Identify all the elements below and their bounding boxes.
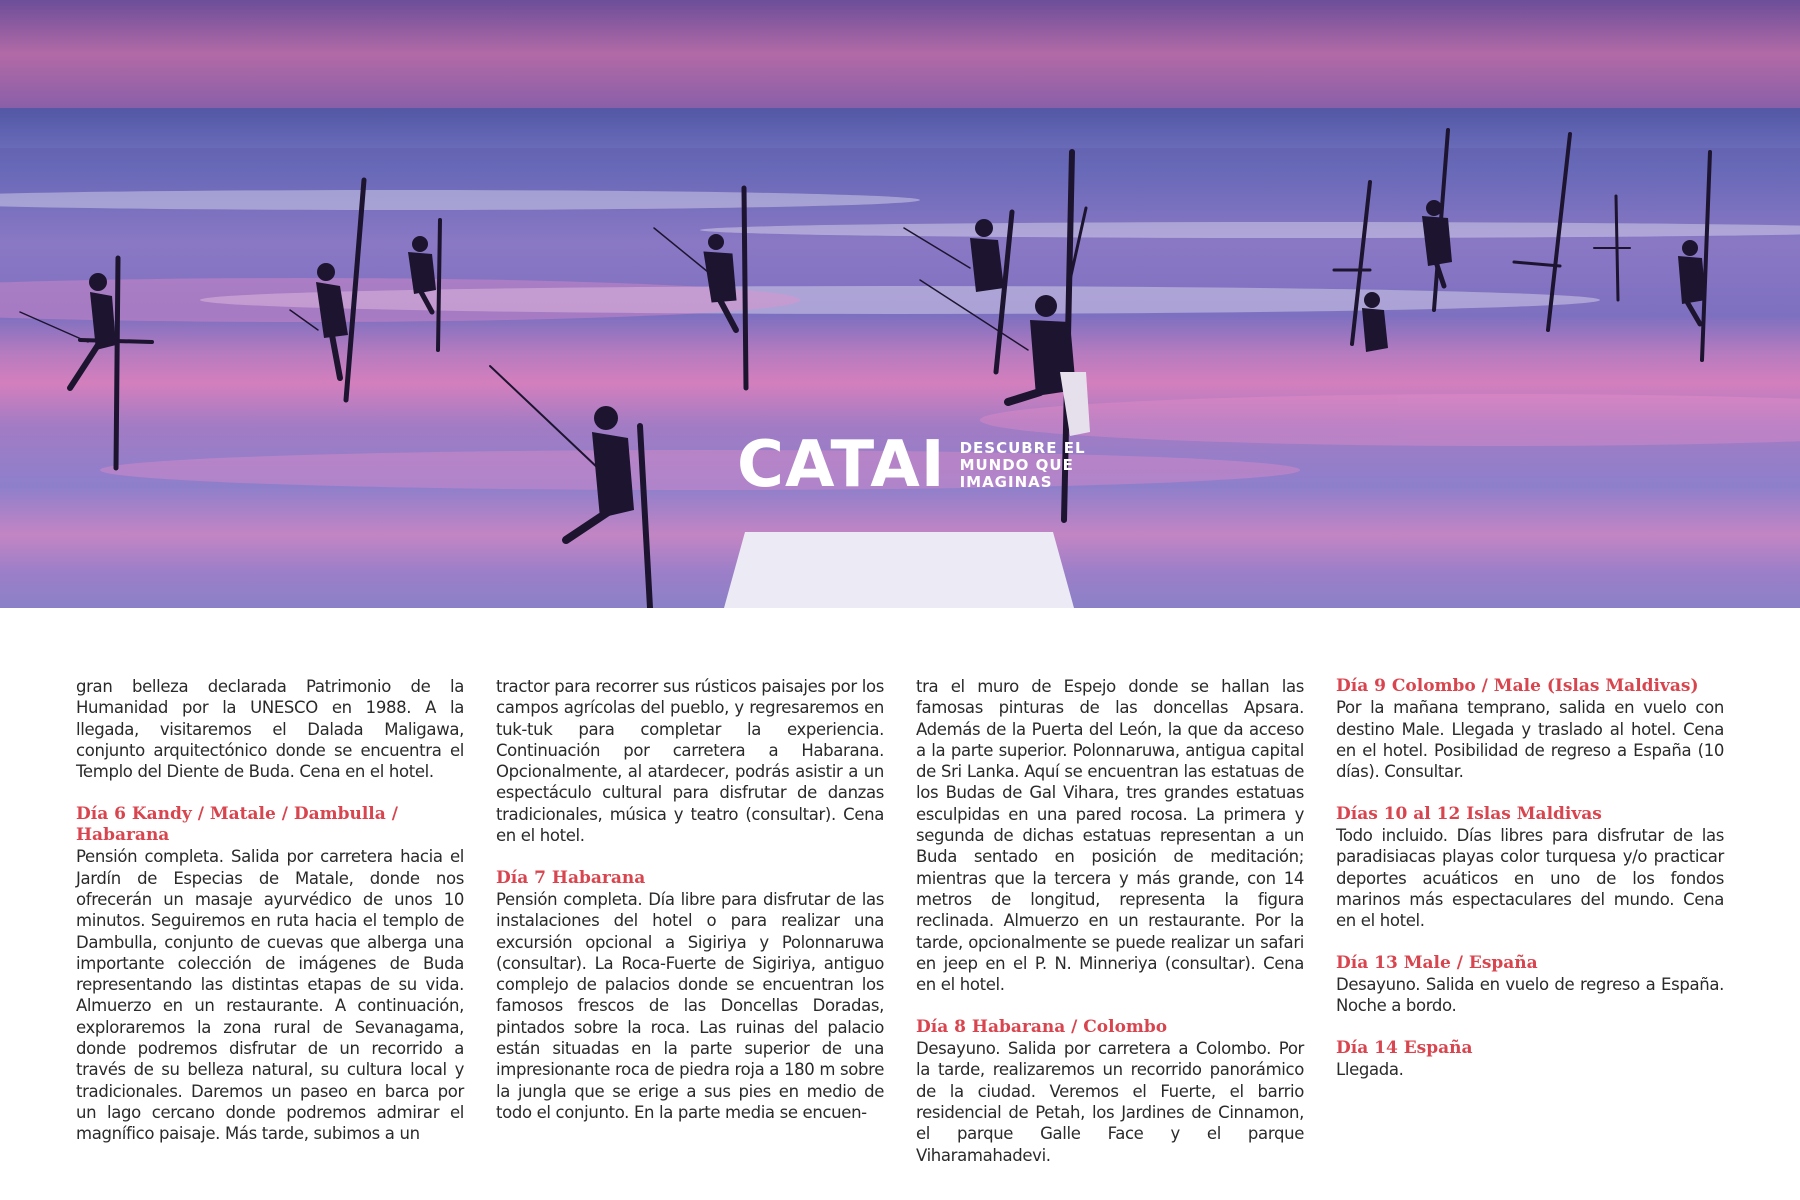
paragraph: Todo incluido. Días libres para disfrutar de las paradisiacas playas color turquesa y/o practicar deportes acuáticos en uno de los fondos marinos más espectaculares del mundo. Cena en el hotel. <box>1336 826 1724 931</box>
paragraph: Por la mañana temprano, salida en vuelo con destino Male. Llegada y traslado al hotel. Cena en el hotel. Posibilidad de regreso a España (10 días). Consultar. <box>1336 698 1724 782</box>
fisherman-silhouette <box>408 220 440 350</box>
logo-tagline-line: DESCUBRE EL <box>959 438 1086 457</box>
paragraph: tractor para recorrer sus rústicos paisajes por los campos agrícolas del pueblo, y regresaremos en tuk-tuk para completar la experiencia. Continuación por carretera a Habarana. Opcionalmente, al atardecer, podrás asistir a un espectáculo cultural para disfrutar de danzas tradicionales, música y teatro (consultar). Cena en el hotel. <box>496 677 884 846</box>
logo-tagline <box>960 440 1086 491</box>
day-heading: Día 6 Kandy / Matale / Dambulla / Habarana <box>76 803 398 846</box>
paragraph: gran belleza declarada Patrimonio de la Humanidad por la UNESCO en 1988. A la llegada, visitaremos el Dalada Maligawa, conjunto arquitectónico donde se encuentra el Templo del Diente de Buda. Cena en el hotel. <box>76 677 464 782</box>
text-column-4 <box>1336 676 1724 1081</box>
paragraph: Llegada. <box>1336 1060 1404 1080</box>
paragraph: Pensión completa. Día libre para disfrutar de las instalaciones del hotel o para realizar una excursión opcional a Sigiriya y Polonnaruwa (consultar). La Roca-Fuerte de Sigiriya, antiguo complejo de palacios donde se encuentran los famosos frescos de las Doncellas Doradas, pintados sobre la roca. Las ruinas del palacio están situadas en la parte superior de una impresionante roca de piedra roja a 180 m sobre la jungla que se erige a sus pies en medio de todo el conjunto. En la parte media se encuen- <box>496 889 884 1122</box>
logo-tagline-line: MUNDO QUE <box>959 455 1074 474</box>
day-heading: Día 8 Habarana / Colombo <box>916 1016 1168 1037</box>
fisherman-silhouette <box>1422 130 1452 310</box>
fisherman-silhouette <box>1334 182 1388 352</box>
logo-tagline-line: IMAGINAS <box>959 472 1053 491</box>
catai-logo <box>737 430 1086 500</box>
day-heading: Día 7 Habarana <box>496 867 646 888</box>
paragraph: Desayuno. Salida en vuelo de regreso a España. Noche a bordo. <box>1336 975 1724 1016</box>
text-column-3 <box>916 676 1304 1166</box>
logo-wordmark: CATAI <box>737 428 946 502</box>
paragraph: tra el muro de Espejo donde se hallan las famosas pinturas de las doncellas Apsara. Además de la Puerta del León, la que da acceso a la parte superior. Polonnaruwa, antigua capital de Sri Lanka. Aquí se encuentran las estatuas de los Budas de Gal Vihara, tres grandes estatuas esculpidas en una pared rocosa. La primera y segunda de dichas estatuas representan a un Buda sentado en posición de meditación; mientras que la tercera y más grande, con 14 metros de longitud, representa la figura reclinada. Almuerzo en un restaurante. Por la tarde, opcionalmente se puede realizar un safari en jeep en el P. N. Minneriya (consultar). Cena en el hotel. <box>916 677 1304 995</box>
text-column-2 <box>496 676 884 1123</box>
day-heading: Día 13 Male / España <box>1336 952 1538 973</box>
day-heading: Día 9 Colombo / Male (Islas Maldivas) <box>1336 676 1699 696</box>
day-heading: Días 10 al 12 Islas Maldivas <box>1336 803 1602 824</box>
hero-tab-notch <box>724 532 1074 608</box>
fisherman-silhouette <box>1678 152 1710 360</box>
day-heading: Día 14 España <box>1336 1038 1473 1059</box>
paragraph: Pensión completa. Salida por carretera hacia el Jardín de Especias de Matale, donde nos ofrecerán un masaje ayurvédico de unos 10 minutos. Seguiremos en ruta hacia el templo de Dambulla, conjunto de cuevas que alberga una importante colección de imágenes de Buda representando las distintas etapas de su vida. Almuerzo en un restaurante. A continuación, exploraremos la zona rural de Sevanagama, donde podremos disfrutar de un recorrido a través de su belleza natural, su cultura local y tradicionales. Daremos un paseo en barca por un lago cercano donde podremos admirar el magnífico paisaje. Más tarde, subimos a un <box>76 847 464 1144</box>
paragraph: Desayuno. Salida por carretera a Colombo. Por la tarde, realizaremos un recorrido panorámico de la ciudad. Veremos el Fuerte, el barrio residencial de Petah, los Jardines de Cinnamon, el parque Galle Face y el parque Viharamahadevi. <box>916 1039 1304 1165</box>
text-column-1 <box>76 676 464 1145</box>
